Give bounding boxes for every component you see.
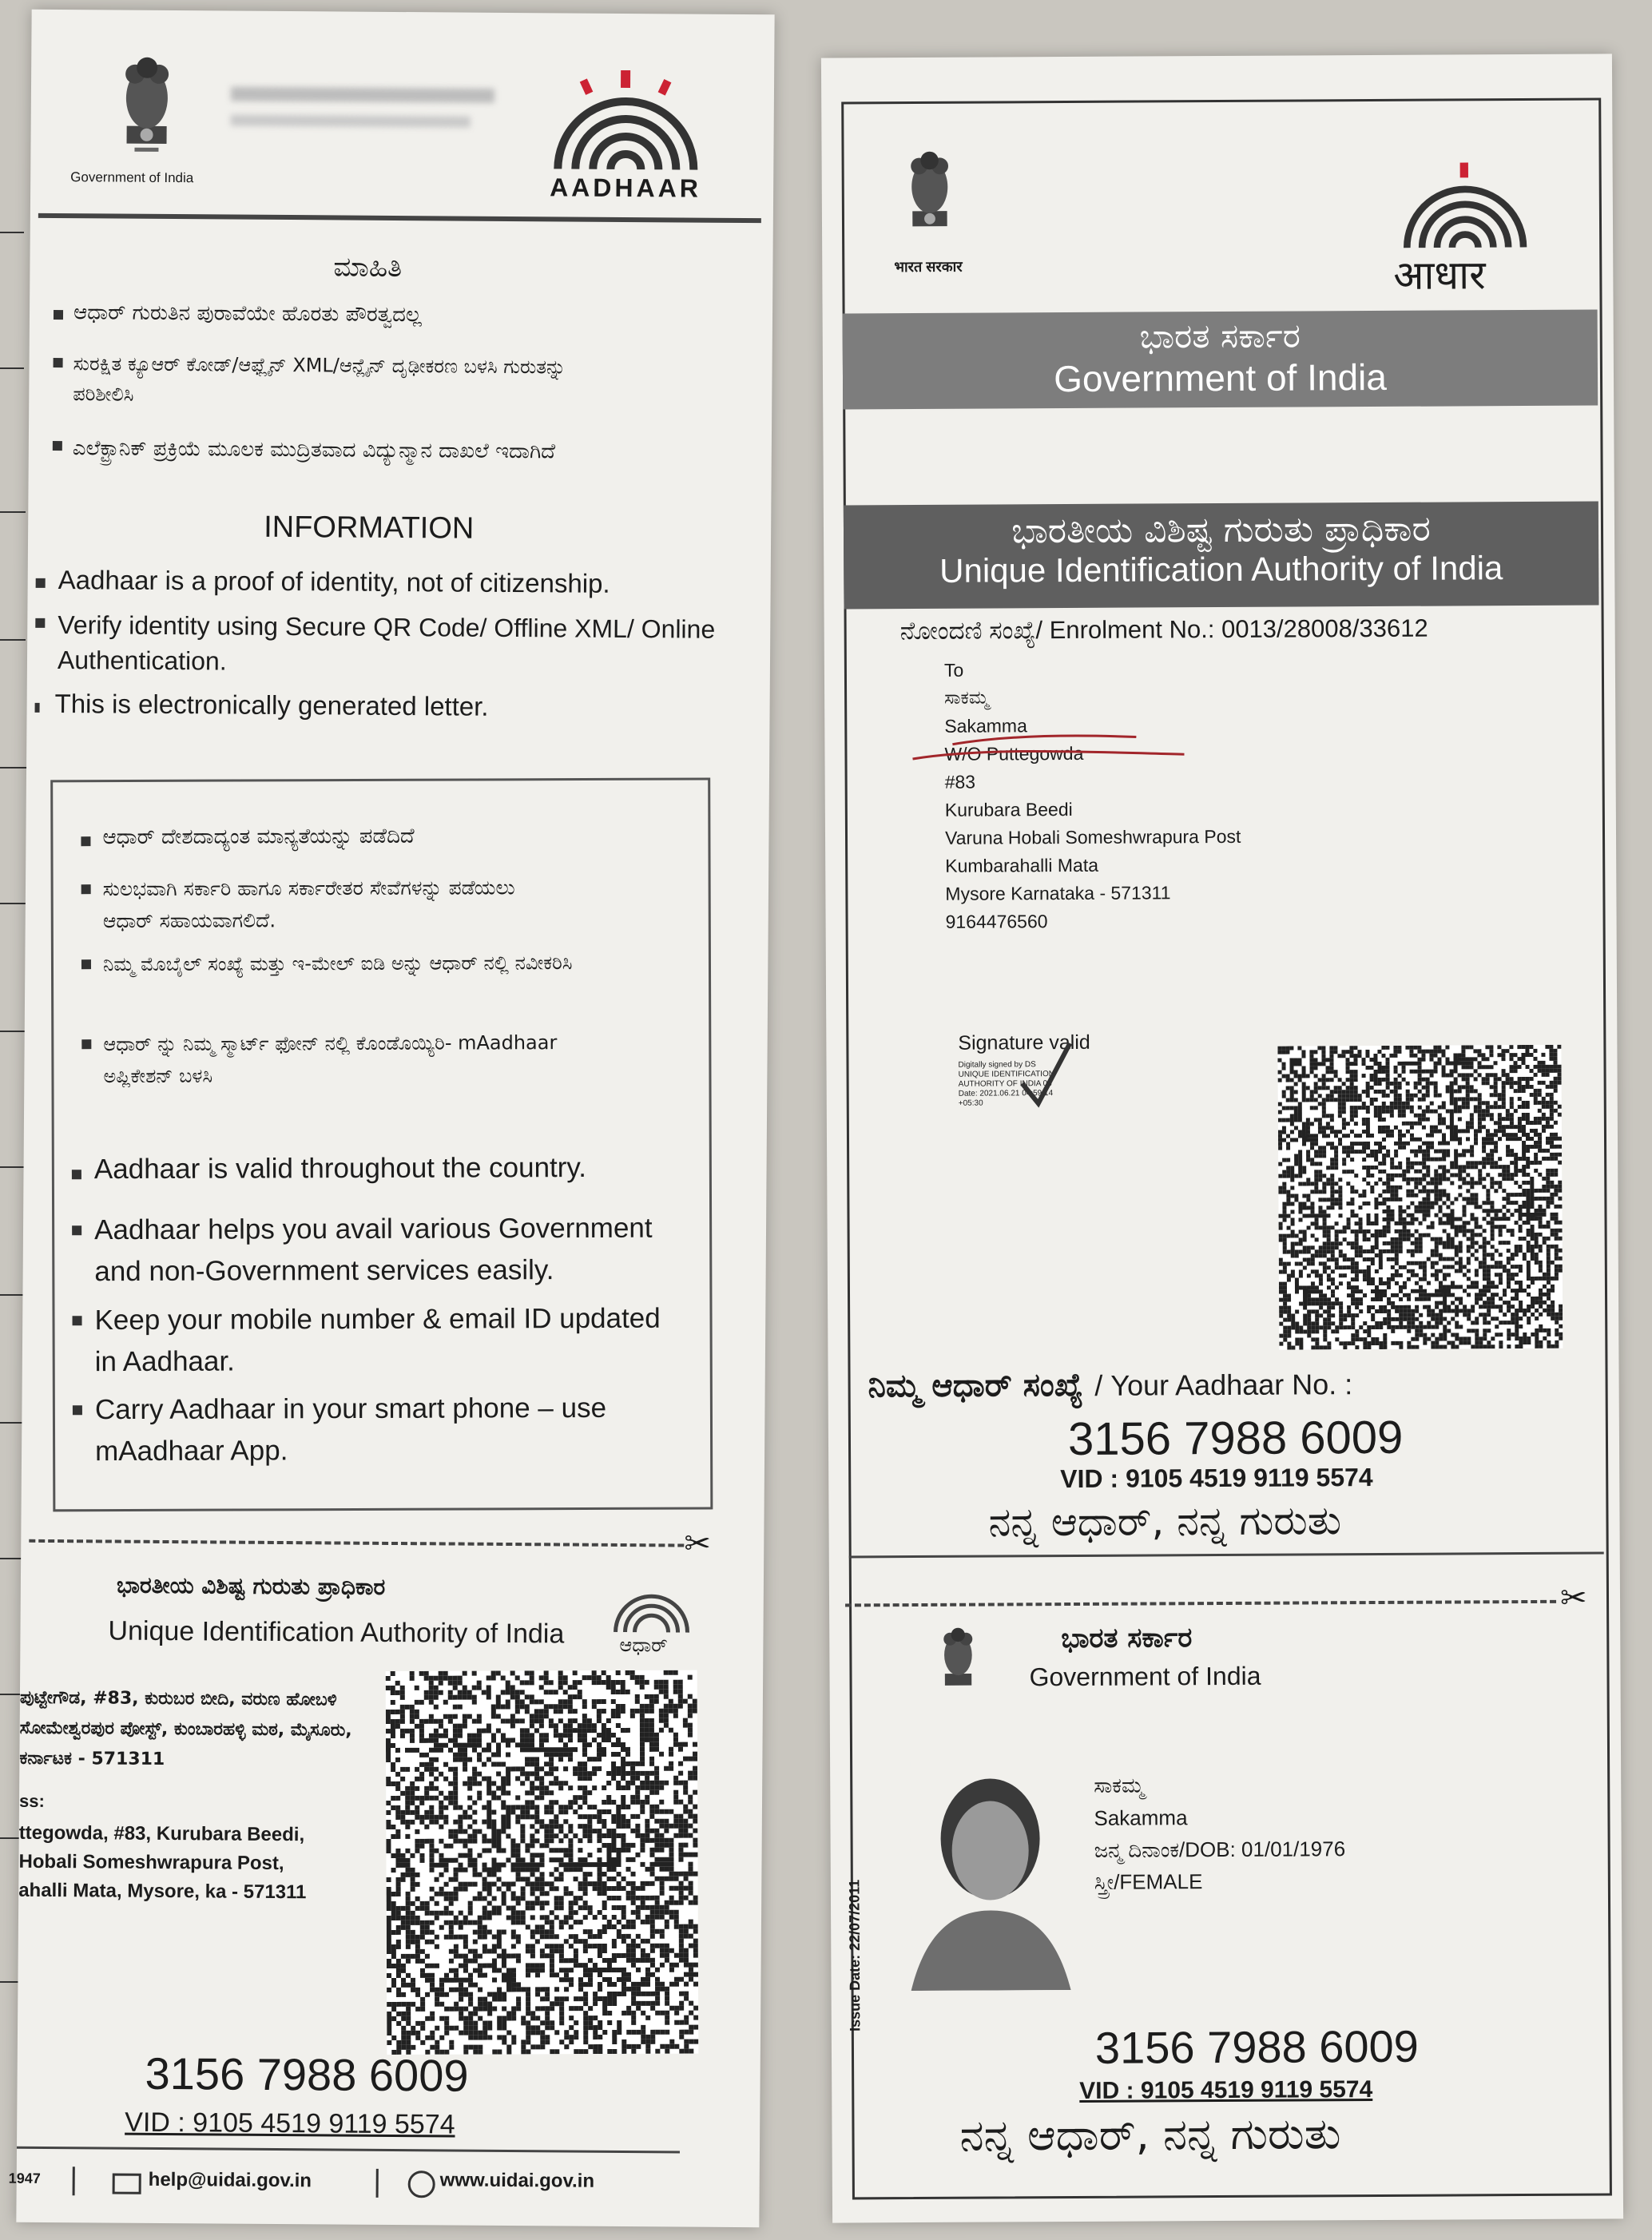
card-govt-kn: ಭಾರತ ಸರ್ಕಾರ bbox=[1061, 1622, 1193, 1655]
address-line: Kurubara Beedi bbox=[944, 798, 1073, 820]
info-kn-2: ಸುರಕ್ಷಿತ ಕ್ಯೂಆರ್ ಕೋಡ್/ಆಫ್ಲೈನ್ XML/ಆನ್ಲೈನ್ ದೃಢೀಕರಣ ಬಳಸಿ ಗುರುತನ್ನು ಪರಿಶೀಲಿಸಿ bbox=[73, 352, 566, 406]
checkmark-icon bbox=[1018, 1039, 1074, 1111]
info-kn-1: ಆಧಾರ್ ಗುರುತಿನ ಪುರಾವೆಯೇ ಹೊರತು ಪೌರತ್ವದಲ್ಲ bbox=[73, 300, 423, 328]
enrolment-number: ನೋಂದಣಿ ಸಂಖ್ಯೆ/ Enrolment No.: 0013/28008/33612 bbox=[899, 614, 1428, 645]
footer-rule bbox=[17, 2147, 680, 2154]
address-en: ttegowda, #83, Kurubara Beedi, Hobali Someshwrapura Post, ahalli Mata, Mysore, ka - 571311 bbox=[18, 1821, 307, 1904]
card-gender: ಸ್ತ್ರೀ/FEMALE bbox=[1094, 1869, 1203, 1894]
bullet-icon bbox=[53, 441, 62, 451]
card-aadhaar-number: 3156 7988 6009 bbox=[1094, 2020, 1419, 2073]
bullet-icon bbox=[81, 836, 90, 846]
left-page bbox=[8, 10, 774, 2227]
address-line: Mysore Karnataka - 571311 bbox=[945, 882, 1171, 904]
uidai-kn: ಭಾರತೀಯ ವಿಶಿಷ್ಟ ಗುರುತು ಪ್ರಾಧಿಕಾರ bbox=[116, 1571, 386, 1600]
photo bbox=[910, 1750, 1071, 1991]
left-vid: VID : 9105 4519 9119 5574 bbox=[125, 2107, 455, 2140]
email-icon bbox=[113, 2174, 141, 2194]
card-name-kn: ಸಾಕಮ್ಮ bbox=[1094, 1773, 1145, 1798]
box-en-2: Aadhaar helps you avail various Government and non-Government services easily. bbox=[94, 1212, 653, 1288]
info-title: INFORMATION bbox=[264, 510, 475, 546]
helpline-number: 1947 bbox=[8, 2170, 41, 2186]
govt-en: Government of India bbox=[1053, 355, 1388, 400]
govt-label: Government of India bbox=[70, 169, 194, 186]
card-vid: VID : 9105 4519 9119 5574 bbox=[1079, 2076, 1373, 2104]
pen-strike-mark bbox=[904, 719, 1192, 769]
web-text: www.uidai.gov.in bbox=[439, 2169, 595, 2192]
bullet-icon bbox=[35, 618, 45, 628]
info-title-kn: ಮಾಹಿತಿ bbox=[333, 251, 403, 284]
footer-separator bbox=[376, 2169, 379, 2198]
card-name-en: Sakamma bbox=[1094, 1805, 1188, 1830]
bullet-icon bbox=[73, 1405, 82, 1415]
address-block bbox=[944, 655, 1241, 936]
signature-details: Digitally signed by DS UNIQUE IDENTIFICATION AUTHORITY OF INDIA 05 Date: 2021.06.21 04:59:14 +05:30 bbox=[958, 1060, 1054, 1108]
right-aadhaar-number: 3156 7988 6009 bbox=[1067, 1411, 1404, 1466]
blurred-header-text-2 bbox=[231, 115, 471, 128]
scissors-icon: ✂ bbox=[684, 1526, 711, 1562]
box-kn-2: ಸುಲಭವಾಗಿ ಸರ್ಕಾರಿ ಹಾಗೂ ಸರ್ಕಾರೇತರ ಸೇವೆಗಳನ್ನು ಪಡೆಯಲು ಆಧಾರ್ ಸಹಾಯವಾಗಲಿದೆ. bbox=[102, 876, 515, 933]
info-box bbox=[50, 777, 713, 1511]
email-text: help@uidai.gov.in bbox=[148, 2168, 312, 2192]
bullet-icon bbox=[81, 1039, 91, 1049]
uidai-kn: ಭಾರತೀಯ ವಿಶಿಷ್ಟ ಗುರುತು ಪ್ರಾಧಿಕಾರ bbox=[1011, 508, 1431, 552]
national-emblem-icon bbox=[933, 1623, 983, 1703]
bullet-icon bbox=[54, 310, 63, 320]
box-en-3: Keep your mobile number & email ID updated in Aadhaar. bbox=[94, 1302, 661, 1378]
box-kn-4: ಆಧಾರ್ ನ್ನು ನಿಮ್ಮ ಸ್ಮಾರ್ಟ್ ಫೋನ್ ನಲ್ಲಿ ಕೊಂಡೊಯ್ಯಿರಿ- mAadhaar ಅಪ್ಲಿಕೇಶನ್ ಬಳಸಿ bbox=[103, 1031, 558, 1088]
your-aadhaar-label bbox=[868, 1365, 1352, 1404]
uidai-band bbox=[844, 502, 1599, 610]
box-kn-1: ಆಧಾರ್ ದೇಶದಾದ್ಯಂತ ಮಾನ್ಯತೆಯನ್ನು ಪಡೆದಿದೆ bbox=[102, 824, 415, 850]
box-kn-3: ನಿಮ್ಮ ಮೊಬೈಲ್ ಸಂಖ್ಯೆ ಮತ್ತು ಇ-ಮೇಲ್ ಐಡಿ ಅನ್ನು ಆಧಾರ್ ನಲ್ಲಿ ನವೀಕರಿಸಿ bbox=[102, 951, 573, 976]
your-aadhaar-en: / Your Aadhaar No. : bbox=[1094, 1368, 1353, 1402]
bullet-icon bbox=[81, 884, 91, 894]
your-aadhaar-kn: ನಿಮ್ಮ ಆಧಾರ್ ಸಂಖ್ಯೆ bbox=[868, 1366, 1084, 1405]
address-label: ss: bbox=[18, 1790, 45, 1811]
bullet-icon bbox=[36, 578, 46, 588]
address-kn: ಪುಟ್ಟೇಗೌಡ, #83, ಕುರುಬರ ಬೀದಿ, ವರುಣ ಹೋಬಳಿ ಸೋಮೇಶ್ವರಪುರ ಪೋಸ್ಟ್, ಕುಂಬಾರಹಳ್ಳಿ ಮಠ, ಮೈಸೂರು, ಕರ್ನಾಟಕ - 571311 bbox=[19, 1687, 352, 1770]
right-vid: VID : 9105 4519 9119 5574 bbox=[1060, 1463, 1373, 1494]
bullet-icon bbox=[35, 703, 40, 713]
info-en-1: Aadhaar is a proof of identity, not of citizenship. bbox=[58, 565, 610, 598]
web-icon bbox=[408, 2170, 435, 2198]
aadhaar-logo-icon bbox=[1373, 158, 1558, 255]
card-govt-en: Government of India bbox=[1029, 1661, 1261, 1692]
aadhaar-logo-icon bbox=[526, 65, 726, 178]
box-en-4: Carry Aadhaar in your smart phone – use mAadhaar App. bbox=[94, 1392, 607, 1468]
left-aadhaar-number: 3156 7988 6009 bbox=[145, 2047, 469, 2101]
left-qr-code bbox=[386, 1670, 699, 2055]
blurred-header-text bbox=[231, 87, 494, 103]
scissors-icon: ✂ bbox=[1559, 1580, 1587, 1616]
govt-band bbox=[843, 310, 1598, 410]
info-kn-3: ಎಲೆಕ್ಟ್ರಾನಿಕ್ ಪ್ರಕ್ರಿಯೆ ಮೂಲಕ ಮುದ್ರಿತವಾದ ವಿದ್ಯುನ್ಮಾನ ದಾಖಲೆ ಇದಾಗಿದೆ bbox=[72, 436, 556, 464]
small-logo-text: ಆಧಾರ್ bbox=[619, 1633, 668, 1657]
govt-small-hi: भारत सरकार bbox=[894, 258, 963, 276]
info-en-3: This is electronically generated letter. bbox=[54, 689, 489, 721]
bullet-icon bbox=[54, 358, 63, 367]
right-page bbox=[821, 54, 1623, 2222]
signature-title: Signature valid bbox=[958, 1031, 1090, 1054]
address-line: ಸಾಕಮ್ಮ bbox=[944, 687, 989, 709]
govt-kn: ಭಾರತ ಸರ್ಕಾರ bbox=[1139, 316, 1301, 356]
info-en-2: Verify identity using Secure QR Code/ Offline XML/ Online Authentication. bbox=[57, 610, 716, 676]
card-dob: ಜನ್ಮ ದಿನಾಂಕ/DOB: 01/01/1976 bbox=[1094, 1837, 1346, 1862]
bullet-icon bbox=[72, 1170, 81, 1179]
card-tagline-kn: ನನ್ನ ಆಧಾರ್, ನನ್ನ ಗುರುತು bbox=[959, 2108, 1341, 2161]
bullet-icon bbox=[73, 1316, 82, 1325]
aadhaar-logo-text: AADHAAR bbox=[550, 173, 702, 203]
address-line: W/O Puttegowda bbox=[944, 742, 1084, 765]
address-line: #83 bbox=[944, 771, 976, 792]
uidai-en: Unique Identification Authority of India bbox=[108, 1615, 565, 1650]
right-qr-code bbox=[1277, 1045, 1563, 1350]
bullet-icon bbox=[72, 1225, 81, 1235]
bullet-icon bbox=[81, 959, 91, 969]
tagline-kn: ನನ್ನ ಆಧಾರ್, ನನ್ನ ಗುರುತು bbox=[988, 1497, 1342, 1546]
aadhaar-small-logo-icon bbox=[599, 1579, 703, 1636]
address-line: Sakamma bbox=[944, 715, 1027, 737]
national-emblem-icon bbox=[897, 145, 962, 249]
footer-separator bbox=[73, 2167, 75, 2195]
address-line: Kumbarahalli Mata bbox=[945, 854, 1099, 876]
header-rule bbox=[38, 213, 761, 223]
card-details bbox=[1094, 1769, 1345, 1898]
box-en-1: Aadhaar is valid throughout the country. bbox=[93, 1151, 587, 1186]
national-emblem-icon bbox=[110, 50, 183, 170]
address-line: Varuna Hobali Someshwrapura Post bbox=[944, 825, 1241, 848]
address-line: 9164476560 bbox=[945, 911, 1048, 932]
address-line: To bbox=[943, 659, 964, 681]
aadhaar-logo-hi: आधार bbox=[1393, 252, 1486, 298]
issue-date: Issue Date: 22/07/2011 bbox=[846, 1879, 864, 2031]
uidai-en: Unique Identification Authority of India bbox=[939, 549, 1503, 590]
cut-line bbox=[29, 1539, 684, 1547]
